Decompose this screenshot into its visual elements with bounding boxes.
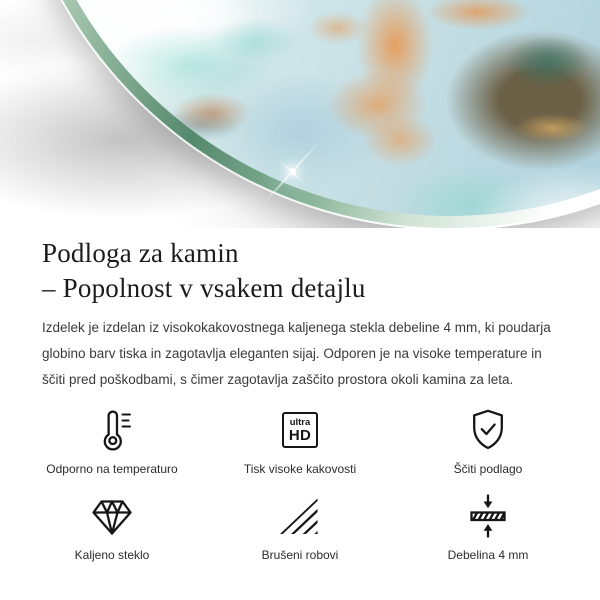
feature-label: Brušeni robovi	[261, 548, 339, 562]
product-description: Izdelek je izdelan iz visokokakovostnega kaljenega stekla debeline 4 mm, ki poudarja globino barv tiska in zagotavlja eleganten sijaj. Odporen je na visoke temperature in ščiti pred poškodbami, s čimer zagotavlja zaščito prostora okoli kamina za leta.	[42, 320, 551, 387]
feature-label: Ščiti podlago	[453, 462, 523, 476]
feature-print-quality	[206, 406, 394, 476]
feature-protection	[394, 406, 582, 476]
uhd-badge-bottom: HD	[288, 426, 312, 444]
title-line-2: – Popolnost v vsakem detajlu	[42, 273, 366, 303]
ultra-hd-icon	[282, 406, 318, 454]
thickness-icon	[464, 492, 512, 540]
feature-tempered-glass	[18, 492, 206, 562]
product-intro	[0, 236, 600, 393]
feature-beveled-edges	[206, 492, 394, 562]
thermometer-icon	[88, 406, 136, 454]
product-image	[0, 0, 600, 228]
uhd-badge-top: ultra	[289, 416, 311, 428]
features-grid	[0, 406, 600, 562]
feature-label: Odporno na temperaturo	[46, 462, 178, 476]
feature-label: Tisk visoke kakovosti	[243, 462, 357, 476]
feature-label: Kaljeno steklo	[74, 548, 150, 562]
feature-label: Debelina 4 mm	[447, 548, 529, 562]
title-line-1: Podloga za kamin	[42, 238, 239, 268]
shield-check-icon	[464, 406, 512, 454]
diamond-icon	[88, 492, 136, 540]
feature-temperature	[18, 406, 206, 476]
beveled-edges-icon	[276, 492, 324, 540]
feature-thickness	[394, 492, 582, 562]
page-title	[42, 236, 558, 306]
